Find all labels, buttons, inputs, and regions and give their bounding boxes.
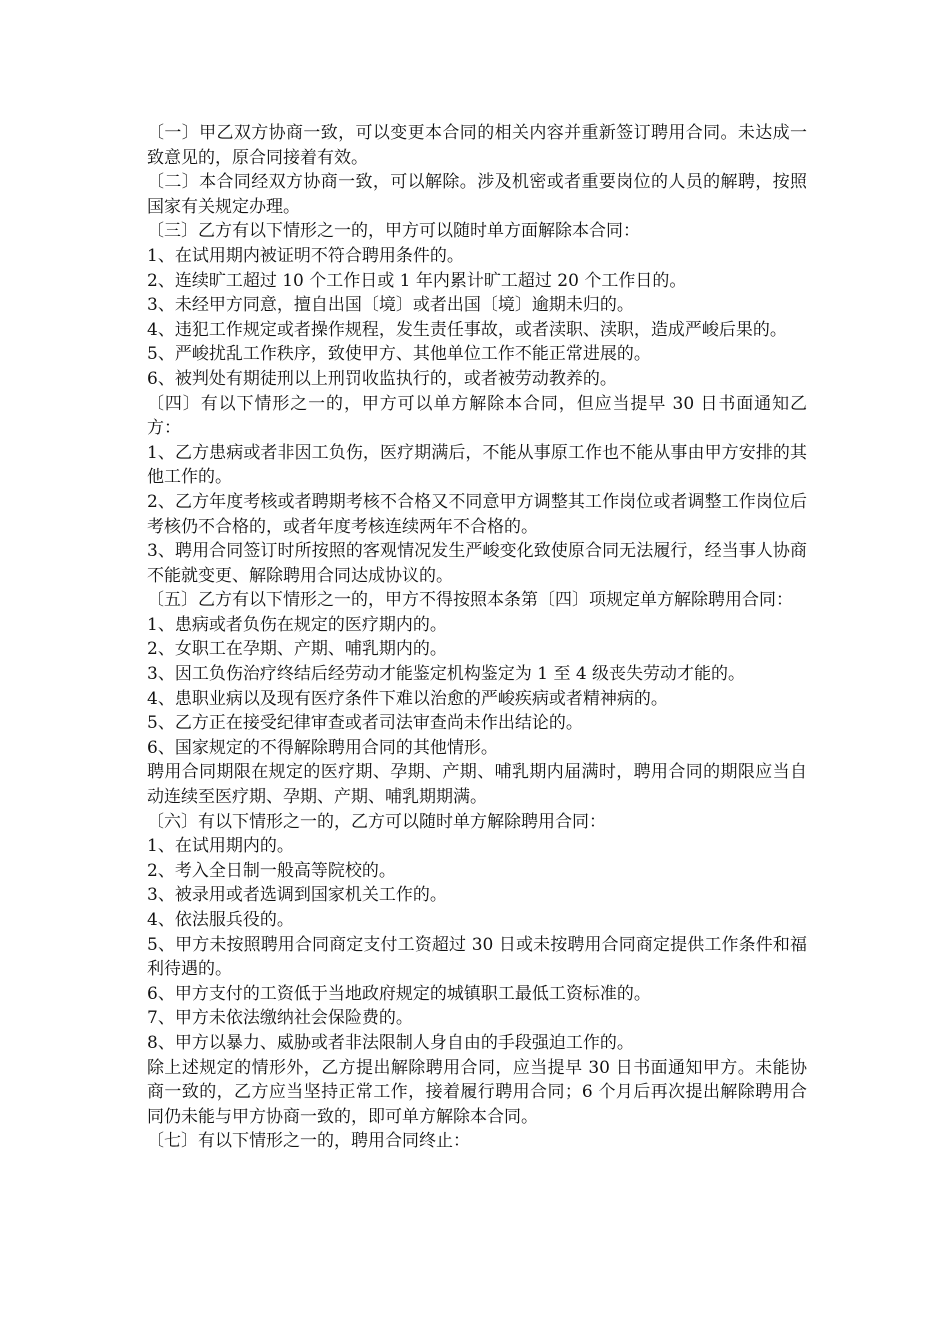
paragraph-26: 4、依法服兵役的。 <box>147 910 294 930</box>
paragraph-5: 2、连续旷工超过 10 个工作日或 1 年内累计旷工超过 20 个工作日的。 <box>147 270 687 291</box>
paragraph-12: 2、乙方年度考核或者聘期考核不合格又不同意甲方调整其工作岗位或者调整工作岗位后考核仍不合格的，或者年度考核连续两年不合格的。 <box>147 491 807 537</box>
paragraph-14: 〔五〕乙方有以下情形之一的，甲方不得按照本条第〔四〕项规定单方解除聘用合同： <box>147 590 793 611</box>
paragraph-9: 6、被判处有期徒刑以上刑罚收监执行的，或者被劳动教养的。 <box>147 368 617 389</box>
paragraph-17: 3、因工负伤治疗终结后经劳动才能鉴定机构鉴定为 1 至 4 级丧失劳动才能的。 <box>147 664 746 685</box>
paragraph-1: 〔一〕甲乙双方协商一致，可以变更本合同的相关内容并重新签订聘用合同。未达成一致意见的，原合同接着有效。 <box>147 123 807 168</box>
paragraph-15: 1、患病或者负伤在规定的医疗期内的。 <box>147 614 447 635</box>
paragraph-20: 6、国家规定的不得解除聘用合同的其他情形。 <box>147 737 498 758</box>
paragraph-3: 〔三〕乙方有以下情形之一的，甲方可以随时单方面解除本合同： <box>147 221 640 242</box>
paragraph-4: 1、在试用期内被证明不符合聘用条件的。 <box>147 245 464 266</box>
paragraph-18: 4、患职业病以及现有医疗条件下难以治愈的严峻疾病或者精神病的。 <box>147 688 668 709</box>
paragraph-6: 3、未经甲方同意，擅自出国〔境〕或者出国〔境〕逾期未归的。 <box>147 295 634 316</box>
paragraph-31: 除上述规定的情形外，乙方提出解除聘用合同，应当提早 30 日书面通知甲方。未能协商一致的，乙方应当坚持正常工作，接着履行聘用合同；6 个月后再次提出解除聘用合同仍未能与甲方协商一致的，即可单方解除本合同。 <box>147 1057 807 1127</box>
paragraph-22: 〔六〕有以下情形之一的，乙方可以随时单方解除聘用合同： <box>147 811 606 832</box>
paragraph-13: 3、聘用合同签订时所按照的客观情况发生严峻变化致使原合同无法履行，经当事人协商不能就变更、解除聘用合同达成协议的。 <box>147 541 807 586</box>
paragraph-28: 6、甲方支付的工资低于当地政府规定的城镇职工最低工资标准的。 <box>147 983 651 1004</box>
paragraph-8: 5、严峻扰乱工作秩序，致使甲方、其他单位工作不能正常进展的。 <box>147 344 651 365</box>
paragraph-30: 8、甲方以暴力、威胁或者非法限制人身自由的手段强迫工作的。 <box>147 1032 634 1053</box>
paragraph-16: 2、女职工在孕期、产期、哺乳期内的。 <box>147 639 447 660</box>
document-body <box>147 121 807 1154</box>
paragraph-11: 1、乙方患病或者非因工负伤，医疗期满后，不能从事原工作也不能从事由甲方安排的其他工作的。 <box>147 442 807 488</box>
paragraph-29: 7、甲方未依法缴纳社会保险费的。 <box>147 1008 413 1029</box>
paragraph-25: 3、被录用或者选调到国家机关工作的。 <box>147 885 447 906</box>
paragraph-19: 5、乙方正在接受纪律审查或者司法审查尚未作出结论的。 <box>147 713 583 734</box>
paragraph-23: 1、在试用期内的。 <box>147 836 294 857</box>
paragraph-27: 5、甲方未按照聘用合同商定支付工资超过 30 日或未按聘用合同商定提供工作条件和福利待遇的。 <box>147 934 807 980</box>
paragraph-2: 〔二〕本合同经双方协商一致，可以解除。涉及机密或者重要岗位的人员的解聘，按照国家有关规定办理。 <box>147 172 807 217</box>
paragraph-21: 聘用合同期限在规定的医疗期、孕期、产期、哺乳期内届满时，聘用合同的期限应当自动连续至医疗期、孕期、产期、哺乳期期满。 <box>147 762 807 808</box>
paragraph-24: 2、考入全日制一般高等院校的。 <box>147 860 396 881</box>
paragraph-7: 4、违犯工作规定或者操作规程，发生责任事故，或者渎职、渎职，造成严峻后果的。 <box>147 319 787 340</box>
paragraph-10: 〔四〕有以下情形之一的，甲方可以单方解除本合同，但应当提早 30 日书面通知乙方： <box>147 393 807 439</box>
paragraph-32: 〔七〕有以下情形之一的，聘用合同终止： <box>147 1131 470 1152</box>
